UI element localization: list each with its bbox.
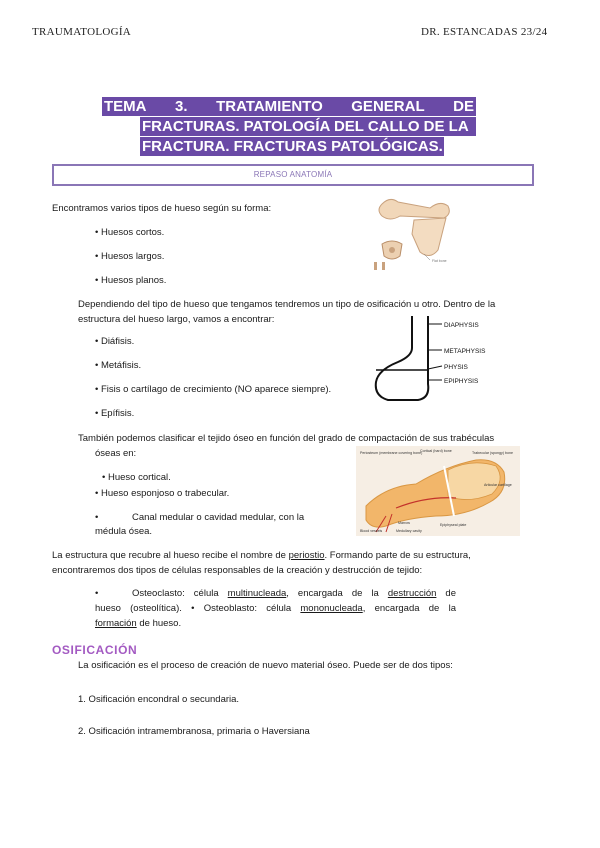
label-marrow: Marrow xyxy=(398,521,410,525)
list-item: • Fisis o cartílago de crecimiento (NO aparece siempre). xyxy=(95,384,332,395)
canal-bullet: • xyxy=(95,512,99,523)
long-bone-diagram xyxy=(368,314,492,406)
label-epiphysis: EPIPHYSIS xyxy=(444,378,479,385)
term-mononucleada: mononucleada xyxy=(300,603,363,614)
list-item: • Epífisis. xyxy=(95,408,135,419)
label-physis: PHYSIS xyxy=(444,364,468,371)
label-periosteum: Periosteum (membrane covering bone) xyxy=(360,451,423,455)
label-medullary-cavity: Medullary cavity xyxy=(396,529,422,533)
label-cortical: Cortical (hard) bone xyxy=(420,449,452,453)
cells-bullet: • xyxy=(95,588,99,599)
cells-text: hueso (osteolítica). • Osteoblasto: célula xyxy=(95,603,301,614)
ossification-heading: OSIFICACIÓN xyxy=(52,643,138,657)
canal-line1: Canal medular o cavidad medular, con la xyxy=(132,512,305,523)
label-articular-cartilage: Articular cartilage xyxy=(484,483,512,487)
term-destruccion: destrucción xyxy=(387,588,437,599)
periosteum-text-post: . Formando parte de su estructura, xyxy=(324,550,471,561)
intro-text: Encontramos varios tipos de hueso según su forma: xyxy=(52,203,272,214)
cells-line2 xyxy=(95,602,456,615)
ossification-intro-line1: Dependiendo del tipo de hueso que tengamos tendremos un tipo de osificación u otro. Dentro de la xyxy=(78,299,496,310)
title-line-1 xyxy=(102,97,476,116)
list-item: • Huesos cortos. xyxy=(95,227,165,238)
label-diaphysis: DIAPHYSIS xyxy=(444,322,479,329)
periosteum-term: periostio xyxy=(288,550,325,561)
cells-text: de hueso. xyxy=(136,618,182,629)
cells-text: de xyxy=(436,588,456,599)
ossification-desc: La osificación es el proceso de creación de nuevo material óseo. Puede ser de dos tipos: xyxy=(78,660,453,671)
periosteum-text-pre: La estructura que recubre al hueso recibe el nombre de xyxy=(52,550,289,561)
cells-text: , encargada de la xyxy=(362,603,456,614)
title-word: DE xyxy=(453,98,474,115)
section-heading-box: REPASO ANATOMÍA xyxy=(52,164,534,186)
cells-text: Osteoclasto: célula xyxy=(132,588,228,599)
title-word: 3. xyxy=(175,98,188,115)
header-author: DR. ESTANCADAS 23/24 xyxy=(421,26,548,38)
label-epiphyseal-plate: Epiphyseal plate xyxy=(440,523,467,527)
title-word: TRATAMIENTO xyxy=(216,98,323,115)
title-word: GENERAL xyxy=(351,98,425,115)
label-metaphysis: METAPHYSIS xyxy=(444,348,486,355)
cells-line3 xyxy=(95,617,181,630)
cells-line1 xyxy=(132,587,456,600)
compaction-line2: óseas en: xyxy=(95,448,137,459)
list-item: • Diáfisis. xyxy=(95,336,135,347)
label-trabecular: Trabecular (spongy) bone xyxy=(472,451,514,455)
ossification-type: 1. Osificación encondral o secundaria. xyxy=(78,694,240,705)
canal-line2: médula ósea. xyxy=(95,526,153,537)
term-multinucleada: multinucleada xyxy=(227,588,287,599)
list-item: • Hueso cortical. xyxy=(102,472,171,483)
title-word: TEMA xyxy=(104,98,147,115)
list-item: • Huesos planos. xyxy=(95,275,167,286)
list-item: • Hueso esponjoso o trabecular. xyxy=(95,488,230,499)
periosteum-line1 xyxy=(52,549,471,562)
header-course: TRAUMATOLOGÍA xyxy=(32,26,132,38)
compaction-line1: También podemos clasificar el tejido óseo en función del grado de compactación de sus trabéculas xyxy=(78,433,495,444)
ossification-type: 2. Osificación intramembranosa, primaria o Haversiana xyxy=(78,726,310,737)
cells-text: , encargada de la xyxy=(286,588,388,599)
bone-tissue-diagram xyxy=(356,446,520,536)
list-item: • Huesos largos. xyxy=(95,251,165,262)
title-line-3: FRACTURA. FRACTURAS PATOLÓGICAS. xyxy=(142,138,443,155)
ossification-intro-line2: estructura del hueso largo, vamos a encontrar: xyxy=(78,314,275,325)
label-blood-vessels: Blood vessels xyxy=(360,529,383,533)
title-line-2: FRACTURAS. PATOLOGÍA DEL CALLO DE LA xyxy=(140,117,476,136)
term-formacion: formación xyxy=(95,618,137,629)
list-item: • Metáfisis. xyxy=(95,360,142,371)
periosteum-line2: encontraremos dos tipos de células responsables de la creación y destrucción de tejido: xyxy=(52,565,423,576)
bone-types-image xyxy=(368,190,460,274)
svg-text:Flat bone: Flat bone xyxy=(432,259,447,263)
